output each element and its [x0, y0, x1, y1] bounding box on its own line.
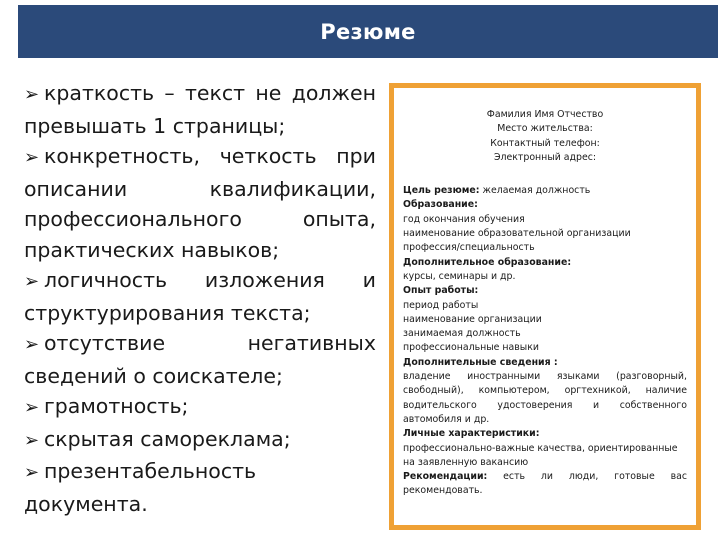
arrow-bullet-icon: ➢ — [24, 397, 40, 418]
list-item: ➢ презентабельность документа. — [24, 459, 257, 516]
title-bar — [18, 5, 718, 58]
residence-line: Место жительства: — [497, 123, 593, 135]
experience-item: профессиональные навыки — [403, 342, 539, 354]
experience-item: занимаемая должность — [403, 328, 521, 340]
list-item: ➢ конкретность, четкость при описании квалификации, профессионального опыта, практических навыков; — [24, 144, 376, 262]
list-item: ➢ краткость – текст не должен превышать 1 страницы; — [24, 81, 376, 138]
list-item: ➢ скрытая самореклама; — [24, 424, 376, 457]
resume-template — [394, 88, 696, 525]
education-item: наименование образовательной организации — [403, 228, 631, 240]
experience-item: период работы — [403, 299, 479, 311]
education-label: Образование: — [403, 199, 478, 211]
recommendations-label: Рекомендации: — [403, 471, 488, 483]
list-item: ➢ отсутствие негативных сведений о соискателе; — [24, 331, 376, 388]
additional-info-text: владение иностранными языками (разговорный, свободный), компьютером, оргтехникой, наличие водительского удостоверения и собственного автомобиля и др. — [403, 371, 687, 425]
education-item: год окончания обучения — [403, 213, 525, 225]
arrow-bullet-icon: ➢ — [24, 462, 40, 483]
additional-education-item: курсы, семинары и др. — [403, 270, 516, 282]
list-item: ➢ грамотность; — [24, 391, 376, 424]
goal-value: желаемая должность — [482, 185, 591, 197]
contact-block — [403, 108, 687, 165]
experience-item: наименование организации — [403, 313, 542, 325]
arrow-bullet-icon: ➢ — [24, 147, 40, 168]
goal-label: Цель резюме: — [403, 185, 480, 197]
personal-text: профессионально-важные качества, ориентированные на заявленную вакансию — [403, 442, 678, 468]
list-item: ➢ логичность изложения и структурирования текста; — [24, 268, 376, 325]
recommendations-text: есть ли люди, готовые вас рекомендовать. — [403, 471, 687, 497]
recommendations-line — [403, 470, 687, 499]
bullet-list — [24, 78, 376, 519]
phone-line: Контактный телефон: — [490, 137, 600, 149]
full-name-line: Фамилия Имя Отчество — [486, 109, 604, 120]
email-line: Электронный адрес: — [493, 151, 597, 163]
additional-education-label: Дополнительное образование: — [403, 256, 572, 268]
arrow-bullet-icon: ➢ — [24, 271, 40, 292]
arrow-bullet-icon: ➢ — [24, 334, 40, 355]
arrow-bullet-icon: ➢ — [24, 84, 40, 105]
additional-info-label: Дополнительные сведения : — [403, 356, 558, 368]
resume-template-card — [389, 83, 701, 530]
personal-label: Личные характеристики: — [403, 428, 540, 440]
education-item: профессия/специальность — [403, 242, 535, 254]
goal-line — [403, 184, 687, 198]
arrow-bullet-icon: ➢ — [24, 429, 40, 451]
page-title: Резюме — [320, 19, 416, 44]
experience-label: Опыт работы: — [403, 285, 479, 297]
